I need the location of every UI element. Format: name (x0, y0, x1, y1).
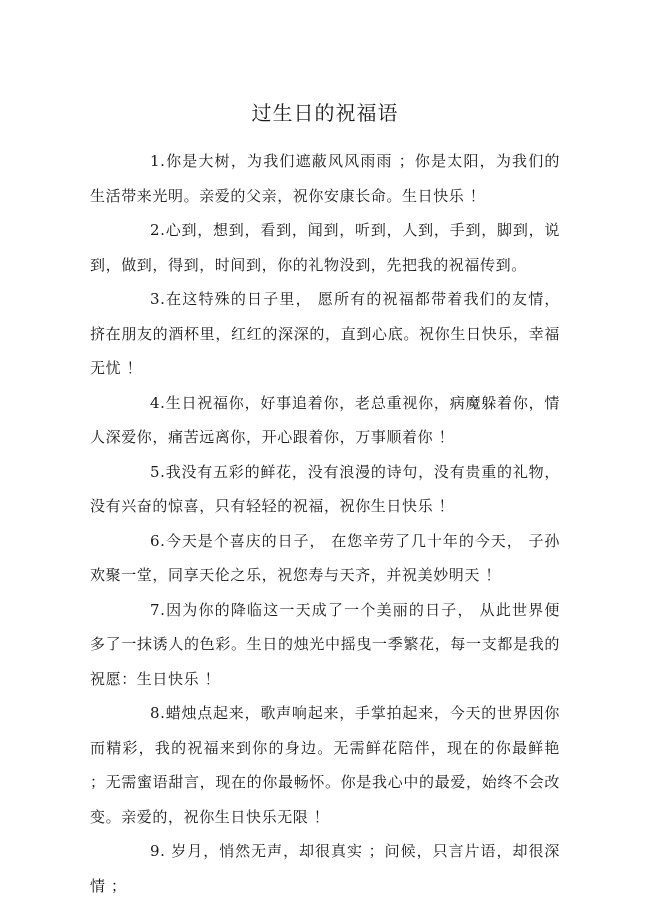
paragraph-text: 我没有五彩的鲜花，没有浪漫的诗句，没有贵重的礼物，没有兴奋的惊喜，只有轻轻的祝福，祝你生日快乐 ！ (90, 462, 560, 515)
paragraph-number: 5. (150, 462, 166, 481)
document-title: 过生日的祝福语 (251, 101, 399, 125)
paragraph-number: 4. (150, 393, 166, 412)
paragraph-number: 6. (150, 531, 166, 550)
paragraph-9 (90, 834, 560, 903)
paragraph-number: 7. (150, 600, 166, 619)
paragraph-8 (90, 696, 566, 834)
paragraph-text: 今天是个喜庆的日子， 在您辛劳了几十年的今天， 子孙欢聚一堂，同享天伦之乐，祝您寿与天齐，并祝美妙明天 ！ (90, 531, 560, 584)
paragraph-number: 9. (150, 842, 166, 860)
paragraph-2 (90, 213, 560, 282)
paragraph-number: 2. (150, 221, 166, 239)
paragraph-text: 你是大树，为我们遮蔽风风雨雨 ；你是太阳，为我们的生活带来光明。亲爱的父亲，祝你安康长命。生日快乐 ！ (90, 152, 560, 205)
paragraph-7 (90, 593, 560, 697)
paragraph-6 (90, 524, 560, 593)
paragraph-number: 8. (150, 704, 166, 722)
paragraph-text: 在这特殊的日子里， 愿所有的祝福都带着我们的友情， 挤在朋友的酒杯里，红红的深深的，直到心底。祝你生日快乐，幸福无忧 ！ (90, 290, 566, 377)
paragraph-1 (90, 144, 560, 213)
paragraph-text: 因为你的降临这一天成了一个美丽的日子， 从此世界便多了一抹诱人的色彩。生日的烛光中摇曳一季繁花，每一支都是我的祝愿：生日快乐 ！ (90, 600, 560, 688)
paragraph-text: 蜡烛点起来，歌声响起来，手掌拍起来，今天的世界因你而精彩，我的祝福来到你的身边。无需鲜花陪伴，现在的你最鲜艳 ；无需蜜语甜言，现在的你最畅怀。你是我心中的最爱，始终不会改变。亲爱的，祝你生日快乐无限 ！ (90, 704, 566, 826)
paragraph-text: 岁月，悄然无声，却很真实 ；问候，只言片语，却很深情 ； (90, 842, 560, 895)
paragraph-4 (90, 386, 560, 455)
paragraph-text: 心到，想到，看到，闻到，听到，人到，手到，脚到，说到，做到，得到，时间到，你的礼物没到，先把我的祝福传到。 (90, 221, 560, 274)
paragraph-3 (90, 282, 566, 386)
paragraph-number: 1. (150, 152, 166, 170)
paragraph-number: 3. (150, 290, 166, 308)
paragraph-text: 生日祝福你，好事追着你，老总重视你，病魔躲着你，情人深爱你，痛苦远离你，开心跟着你，万事顺着你 ！ (90, 393, 560, 446)
document-body (90, 144, 566, 903)
paragraph-5 (90, 455, 560, 524)
